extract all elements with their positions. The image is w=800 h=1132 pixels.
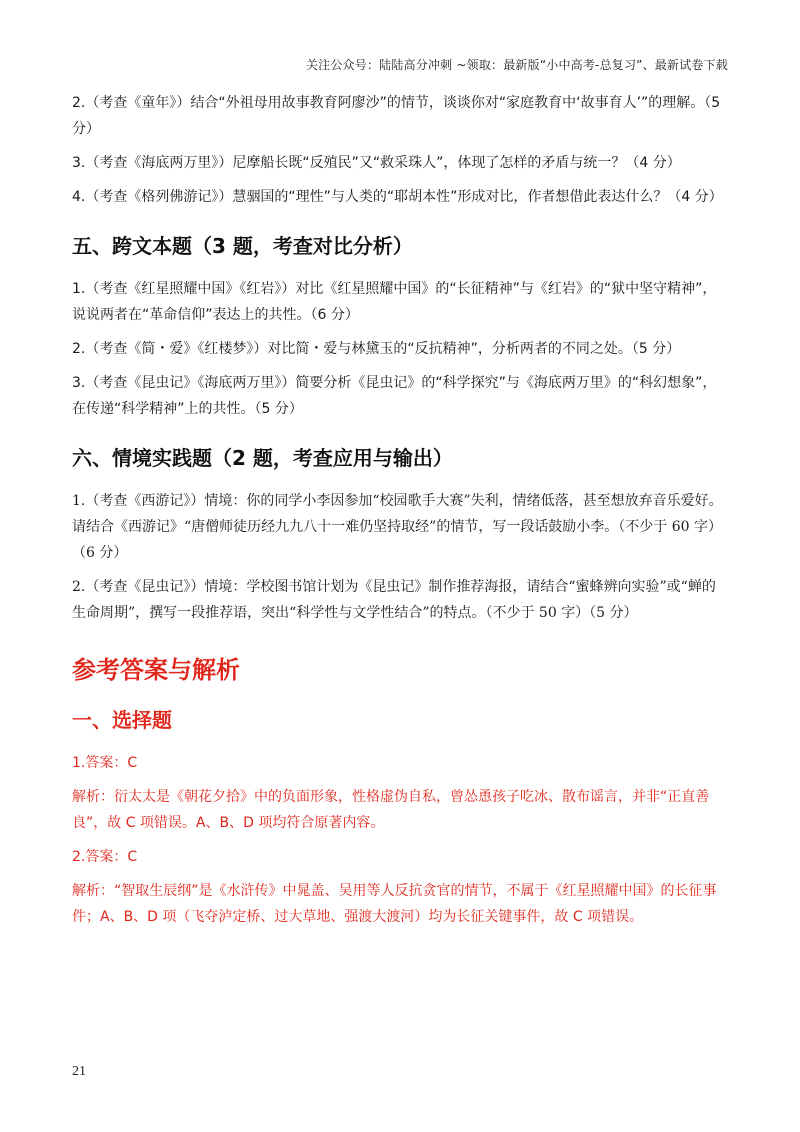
question-4: 4.（考查《格列佛游记》）慧骃国的“理性”与人类的“耶胡本性”形成对比，作者想借此表达什么？（4 分） (72, 189, 723, 205)
section-5-item: 1.（考查《红星照耀中国》《红岩》）对比《红星照耀中国》的“长征精神”与《红岩》的“狱中坚守精神”，说说两者在“革命信仰”表达上的共性。（6 分） (72, 281, 717, 323)
section-5-title: 五、跨文本题（3 题，考查对比分析） (72, 234, 413, 258)
section-6-item: 2.（考查《昆虫记》）情境：学校图书馆计划为《昆虫记》制作推荐海报，请结合“蜜蜂辨向实验”或“蝉的生命周期”，撰写一段推荐语，突出“科学性与文学性结合”的特点。（不少于 50 字）（5 分） (72, 579, 716, 621)
page-content (72, 90, 728, 938)
answers-subtitle: 一、选择题 (72, 708, 172, 732)
section-5-item: 3.（考查《昆虫记》《海底两万里》）简要分析《昆虫记》的“科学探究”与《海底两万里》的“科幻想象”，在传递“科学精神”上的共性。（5 分） (72, 375, 717, 417)
section-6-title: 六、情境实践题（2 题，考查应用与输出） (72, 446, 453, 470)
answer-1: 1.答案：C (72, 755, 138, 771)
analysis-2: 解析：“智取生辰纲”是《水浒传》中晁盖、吴用等人反抗贪官的情节，不属于《红星照耀中国》的长征事件；A、B、D 项（飞夺泸定桥、过大草地、强渡大渡河）均为长征关键事件，故 C 项错误。 (72, 883, 717, 925)
question-2: 2.（考查《童年》）结合“外祖母用故事教育阿廖沙”的情节，谈谈你对“家庭教育中‘故事育人’”的理解。（5 分） (72, 95, 721, 137)
answers-title: 参考答案与解析 (72, 656, 240, 684)
question-3: 3.（考查《海底两万里》）尼摩船长既“反殖民”又“救采珠人”，体现了怎样的矛盾与统一？（4 分） (72, 155, 681, 171)
page-header: 关注公众号：陆陆高分冲刺 ~领取：最新版“小中高考-总复习”、最新试卷下载 (305, 58, 728, 72)
analysis-1: 解析：衍太太是《朝花夕拾》中的负面形象，性格虚伪自私，曾怂恿孩子吃冰、散布谣言，并非“正直善良”，故 C 项错误。A、B、D 项均符合原著内容。 (72, 789, 710, 831)
section-6-item: 1.（考查《西游记》）情境：你的同学小李因参加“校园歌手大赛”失利，情绪低落，甚至想放弃音乐爱好。请结合《西游记》“唐僧师徒历经九九八十一难仍坚持取经”的情节，写一段话鼓励小李。（不少于 60 字）（6 分） (72, 493, 723, 561)
page-number: 21 (72, 1064, 86, 1079)
section-5-item: 2.（考查《简・爱》《红楼梦》）对比简・爱与林黛玉的“反抗精神”，分析两者的不同之处。（5 分） (72, 341, 681, 357)
answer-2: 2.答案：C (72, 849, 138, 865)
